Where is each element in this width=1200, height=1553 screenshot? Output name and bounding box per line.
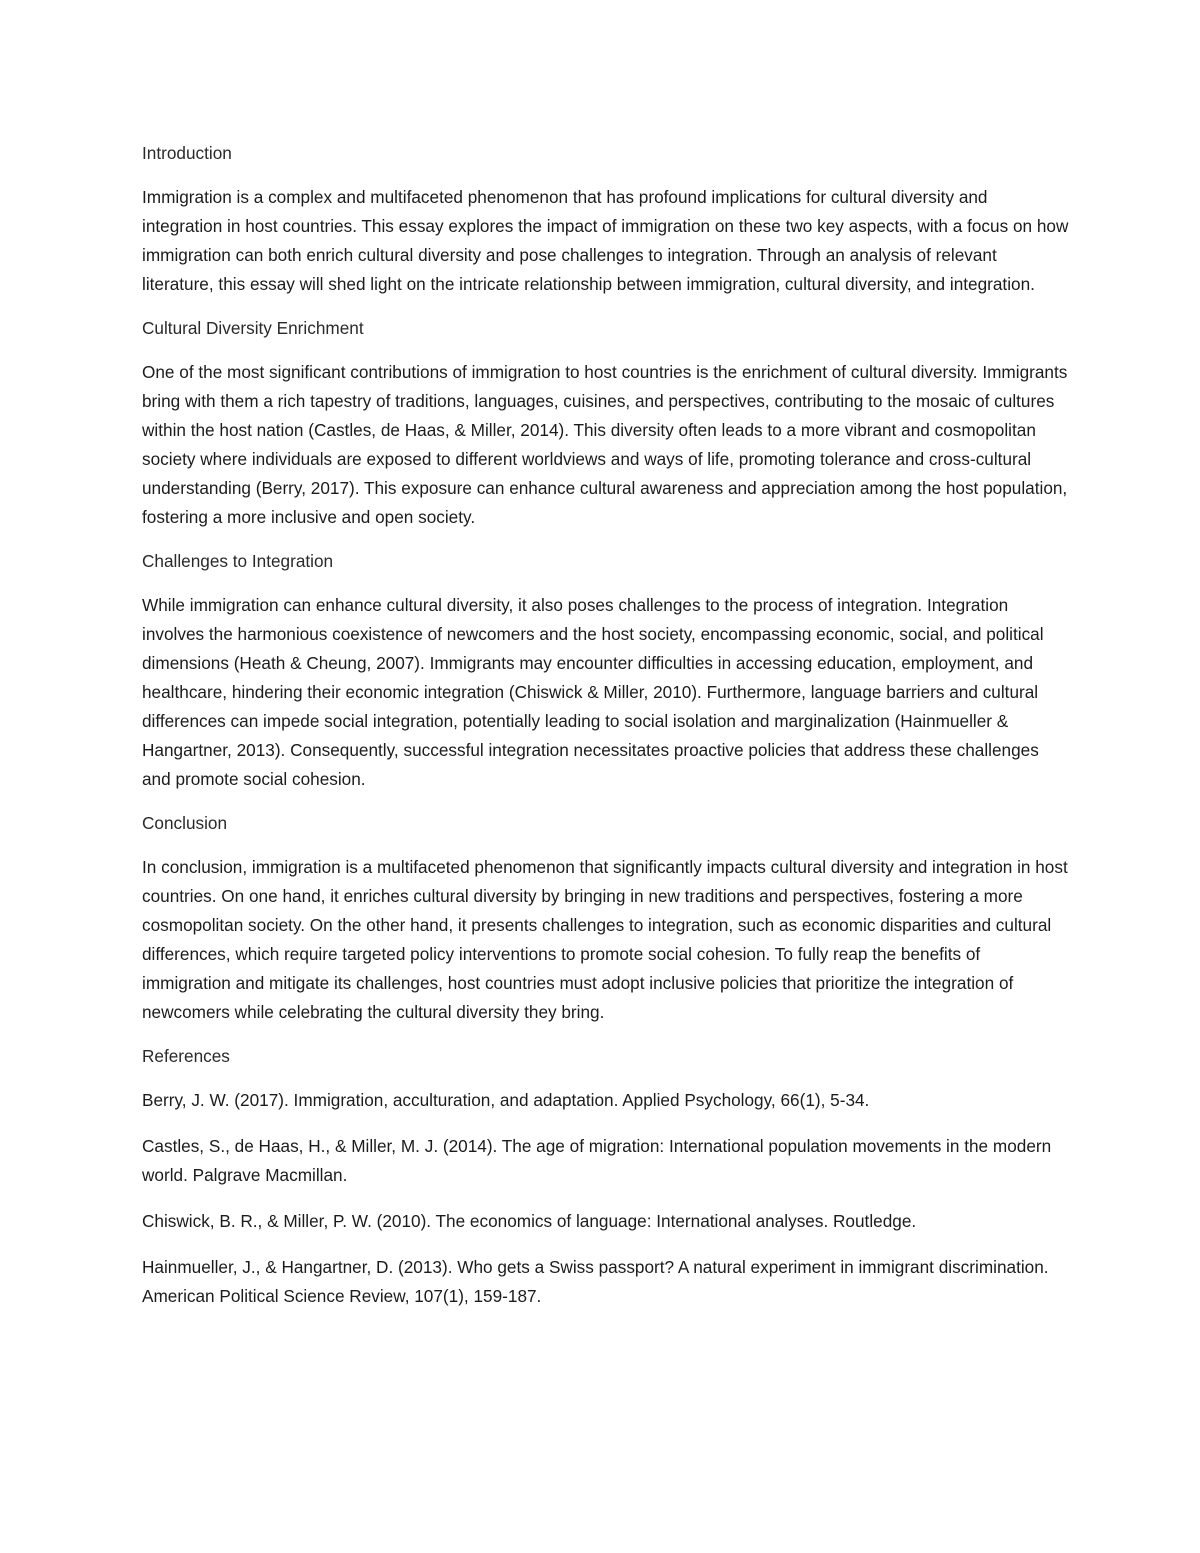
section-heading-cultural-diversity: Cultural Diversity Enrichment [142,318,364,338]
reference-entry-hainmueller: Hainmueller, J., & Hangartner, D. (2013). Who gets a Swiss passport? A natural experiment in immigrant discrimination. American Political Science Review, 107(1), 159-187. [142,1257,1049,1306]
reference-entry-berry: Berry, J. W. (2017). Immigration, acculturation, and adaptation. Applied Psychology, 66(1), 5-34. [142,1090,870,1110]
reference-entry-castles: Castles, S., de Haas, H., & Miller, M. J. (2014). The age of migration: International population movements in the modern world. Palgrave Macmillan. [142,1136,1052,1185]
section-heading-challenges: Challenges to Integration [142,551,334,571]
cultural-diversity-paragraph: One of the most significant contributions of immigration to host countries is the enrichment of cultural diversity. Immigrants bring with them a rich tapestry of traditions, languages, cuisines, and perspectives, contributing to the mosaic of cultures within the host nation (Castles, de Haas, & Miller, 2014). This diversity often leads to a more vibrant and cosmopolitan society where individuals are exposed to different worldviews and ways of life, promoting tolerance and cross-cultural understanding (Berry, 2017). This exposure can enhance cultural awareness and appreciation among the host population, fostering a more inclusive and open society. [142,362,1068,527]
introduction-paragraph: Immigration is a complex and multifaceted phenomenon that has profound implications for cultural diversity and integration in host countries. This essay explores the impact of immigration on these two key aspects, with a focus on how immigration can both enrich cultural diversity and pose challenges to integration. Through an analysis of relevant literature, this essay will shed light on the intricate relationship between immigration, cultural diversity, and integration. [142,187,1069,294]
challenges-paragraph: While immigration can enhance cultural diversity, it also poses challenges to the process of integration. Integration involves the harmonious coexistence of newcomers and the host society, encompassing economic, social, and political dimensions (Heath & Cheung, 2007). Immigrants may encounter difficulties in accessing education, employment, and healthcare, hindering their economic integration (Chiswick & Miller, 2010). Furthermore, language barriers and cultural differences can impede social integration, potentially leading to social isolation and marginalization (Hainmueller & Hangartner, 2013). Consequently, successful integration necessitates proactive policies that address these challenges and promote social cohesion. [142,595,1044,789]
reference-entry-chiswick: Chiswick, B. R., & Miller, P. W. (2010). The economics of language: International analyses. Routledge. [142,1211,917,1231]
document-page [142,139,1072,1326]
section-heading-conclusion: Conclusion [142,813,228,833]
section-heading-references: References [142,1046,230,1066]
conclusion-paragraph: In conclusion, immigration is a multifaceted phenomenon that significantly impacts cultural diversity and integration in host countries. On one hand, it enriches cultural diversity by bringing in new traditions and perspectives, fostering a more cosmopolitan society. On the other hand, it presents challenges to integration, such as economic disparities and cultural differences, which require targeted policy interventions to promote social cohesion. To fully reap the benefits of immigration and mitigate its challenges, host countries must adopt inclusive policies that prioritize the integration of newcomers while celebrating the cultural diversity they bring. [142,857,1068,1022]
section-heading-introduction: Introduction [142,143,232,163]
